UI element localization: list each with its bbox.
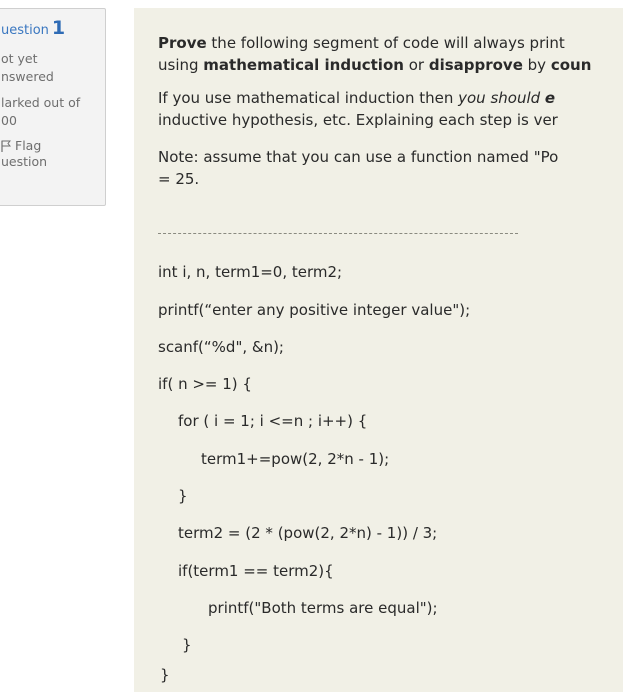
code-line-2: printf(“enter any positive integer value"); <box>158 301 471 319</box>
p2-italic: you should <box>458 89 545 107</box>
question-label: uestion <box>1 23 49 38</box>
code-line-12: } <box>160 666 170 684</box>
question-note <box>158 146 558 190</box>
p2-text-2: inductive hypothesis, etc. Explaining each step is ver <box>158 111 558 129</box>
status-line-1: ot yet <box>1 51 38 66</box>
status-line-2: nswered <box>1 69 54 84</box>
code-line-3: scanf(“%d", &n); <box>158 338 284 356</box>
question-paragraph-1 <box>158 32 591 76</box>
prove-keyword: Prove <box>158 34 207 52</box>
flag-line-1[interactable]: Flag <box>15 138 42 153</box>
note-text-2: = 25. <box>158 170 200 188</box>
code-line-10: printf("Both terms are equal"); <box>208 599 438 617</box>
code-line-6: term1+=pow(2, 2*n - 1); <box>201 450 390 468</box>
question-paragraph-2 <box>158 87 558 131</box>
p2-text: If you use mathematical induction then <box>158 89 459 107</box>
p1-text-4: by <box>522 56 551 74</box>
code-line-4: if( n >= 1) { <box>158 375 252 393</box>
flag-question-link[interactable] <box>1 138 105 153</box>
flag-icon[interactable] <box>1 140 11 152</box>
question-number: 1 <box>51 17 66 39</box>
marks-line-2: 00 <box>1 113 17 128</box>
code-line-9: if(term1 == term2){ <box>178 562 334 580</box>
disapprove-keyword: disapprove <box>428 56 523 74</box>
p2-bold-italic: e <box>544 89 556 107</box>
question-info-panel <box>0 8 106 206</box>
code-line-1: int i, n, term1=0, term2; <box>158 263 343 281</box>
mathematical-induction-keyword: mathematical induction <box>203 56 404 74</box>
question-heading <box>1 17 105 42</box>
counter-keyword: coun <box>550 56 592 74</box>
p1-text-2: using <box>158 56 204 74</box>
flag-line-2[interactable]: uestion <box>1 154 48 169</box>
p1-text: the following segment of code will always print <box>206 34 565 52</box>
note-text: Note: assume that you can use a function named "Po <box>158 148 559 166</box>
code-line-5: for ( i = 1; i <=n ; i++) { <box>178 412 368 430</box>
question-content <box>134 8 623 692</box>
code-line-11: } <box>182 636 192 654</box>
marks-line-1: larked out of <box>1 95 81 110</box>
code-line-8: term2 = (2 * (pow(2, 2*n) - 1)) / 3; <box>178 524 438 542</box>
code-line-7: } <box>178 487 188 505</box>
divider <box>158 233 518 234</box>
p1-text-3: or <box>403 56 429 74</box>
